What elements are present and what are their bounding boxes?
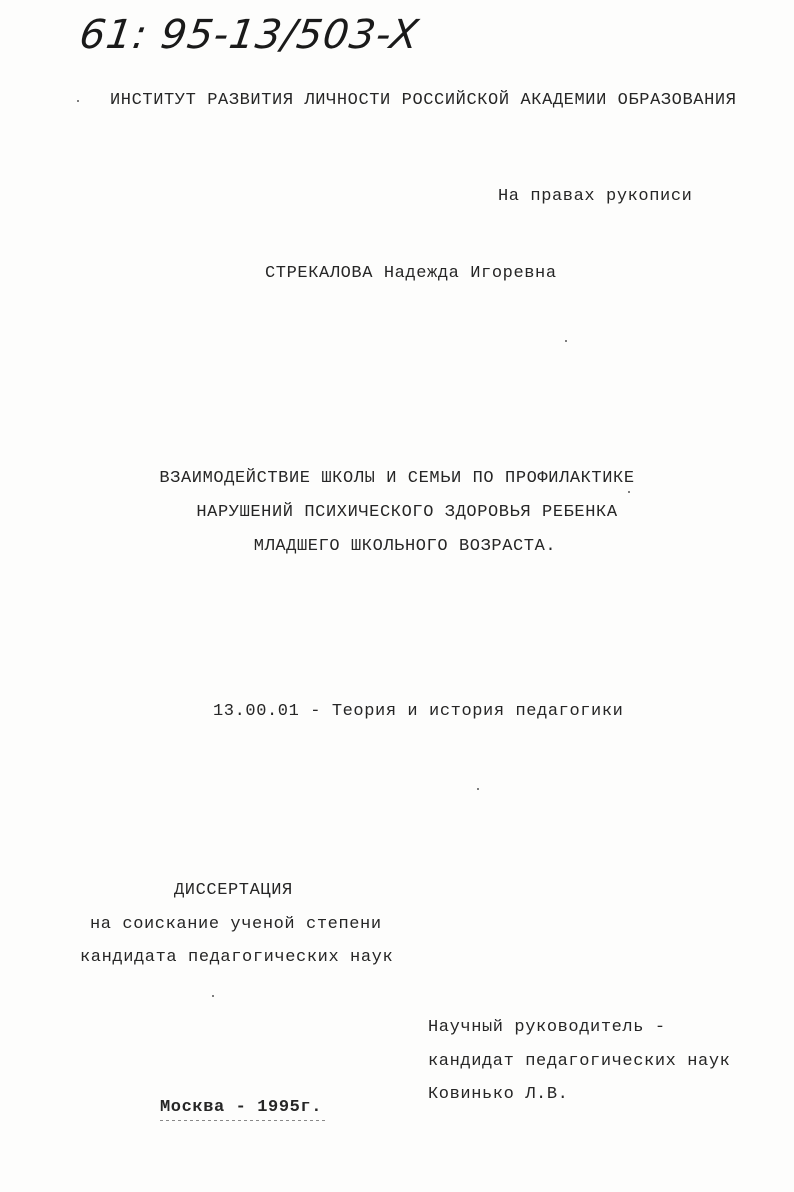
archive-number: 61: 95-13/503-X	[76, 12, 422, 58]
place-year-underline	[160, 1120, 325, 1121]
author-name: СТРЕКАЛОВА Надежда Игоревна	[265, 264, 557, 283]
specialty-code: 13.00.01 - Теория и история педагогики	[213, 702, 624, 721]
advisor-role: Научный руководитель -	[428, 1018, 666, 1037]
scan-speck	[212, 995, 214, 997]
advisor-title: кандидат педагогических наук	[428, 1052, 731, 1071]
title-line-3: МЛАДШЕГО ШКОЛЬНОГО ВОЗРАСТА.	[253, 537, 557, 556]
manuscript-rights: На правах рукописи	[498, 187, 693, 206]
place-year: Москва - 1995г.	[160, 1098, 323, 1117]
institute-name: ИНСТИТУТ РАЗВИТИЯ ЛИЧНОСТИ РОССИЙСКОЙ АКАДЕМИИ ОБРАЗОВАНИЯ	[110, 91, 737, 110]
dissertation-heading: ДИССЕРТАЦИЯ	[174, 881, 293, 900]
scan-speck	[628, 491, 630, 493]
title-line-1: ВЗАИМОДЕЙСТВИЕ ШКОЛЫ И СЕМЬИ ПО ПРОФИЛАКТИКЕ	[159, 469, 635, 488]
title-line-2: НАРУШЕНИЙ ПСИХИЧЕСКОГО ЗДОРОВЬЯ РЕБЕНКА	[196, 503, 618, 522]
advisor-name: Ковинько Л.В.	[428, 1085, 569, 1104]
degree-line-1: на соискание ученой степени	[90, 915, 382, 934]
scan-speck	[77, 100, 79, 102]
scan-speck	[565, 340, 567, 342]
scan-speck	[477, 788, 479, 790]
degree-line-2: кандидата педагогических наук	[80, 948, 394, 967]
